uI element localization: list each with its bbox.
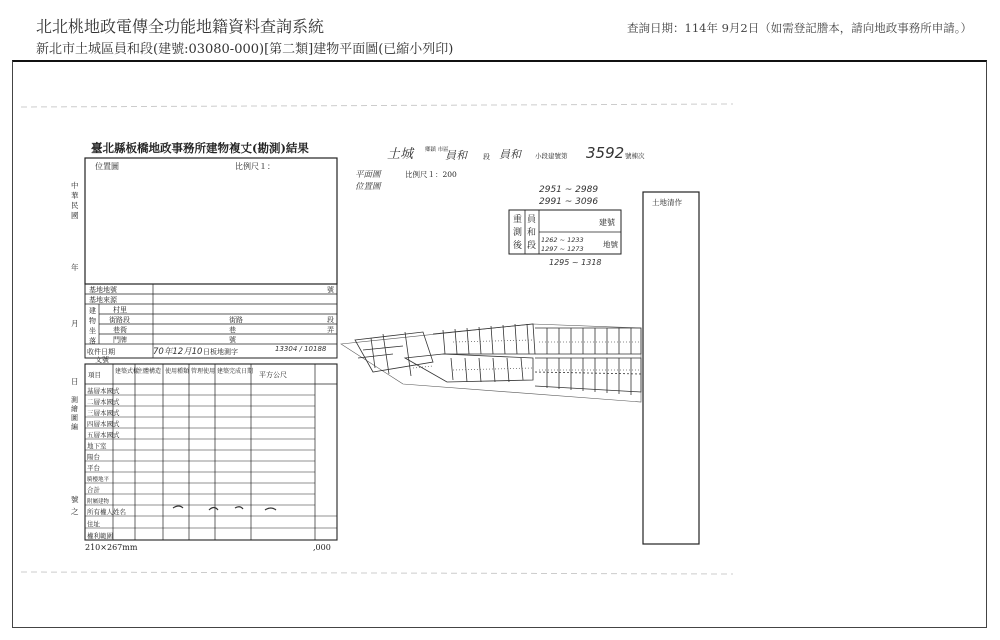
svg-text:五層本國式: 五層本國式 (87, 431, 120, 439)
svg-text:主體構造: 主體構造 (137, 368, 162, 375)
svg-text:員和: 員和 (499, 148, 521, 161)
svg-text:建築式樣: 建築式樣 (115, 368, 140, 375)
svg-text:民: 民 (71, 201, 79, 210)
svg-text:所有權人姓名: 所有權人姓名 (87, 508, 126, 516)
header-subtitle: 新北市土城區員和段(建號:03080-000)[第二類]建物平面圖(已縮小列印) (36, 42, 454, 57)
svg-text:號: 號 (71, 495, 79, 504)
svg-text:物: 物 (89, 317, 96, 325)
svg-text:號: 號 (229, 336, 236, 344)
svg-text:使用種類: 使用種類 (165, 368, 190, 375)
svg-text:13304 / 10188: 13304 / 10188 (275, 345, 327, 353)
svg-text:號: 號 (327, 286, 334, 294)
svg-text:和: 和 (527, 228, 537, 238)
svg-text:年: 年 (71, 263, 79, 272)
svg-text:段: 段 (483, 153, 490, 161)
drawing-title (387, 144, 645, 162)
svg-text:收件日期: 收件日期 (87, 348, 115, 356)
svg-text:編: 編 (71, 423, 78, 431)
svg-text:門牌: 門牌 (113, 336, 127, 344)
svg-text:基層本國式: 基層本國式 (87, 387, 120, 395)
svg-text:平台: 平台 (87, 464, 100, 472)
location-map-label: 位置圖 (95, 162, 119, 171)
svg-text:三層本國式: 三層本國式 (87, 409, 120, 417)
paper-size: 210×267mm (85, 543, 138, 552)
lot-map (341, 324, 641, 402)
form-scale-label: 比例尺１： (235, 162, 275, 171)
svg-text:土城: 土城 (387, 147, 414, 162)
svg-text:段: 段 (527, 241, 537, 251)
svg-text:落: 落 (89, 337, 96, 345)
svg-text:附屬建物: 附屬建物 (87, 499, 110, 505)
svg-text:1262 ~ 1233: 1262 ~ 1233 (541, 236, 584, 244)
area-table (85, 364, 337, 540)
side-year-text (71, 180, 79, 516)
form-title: 臺北縣板橋地政事務所建物複丈(勘測)結果 (91, 141, 309, 155)
document-frame (12, 60, 987, 628)
svg-text:日: 日 (71, 377, 79, 386)
svg-text:後: 後 (513, 241, 523, 251)
right-column-box (643, 192, 699, 544)
svg-text:地下室: 地下室 (87, 442, 107, 450)
land-range-below: 1295 ~ 1318 (549, 258, 602, 267)
svg-text:之: 之 (71, 507, 79, 516)
svg-text:測: 測 (513, 228, 523, 238)
plan-label: 平面圖 (355, 170, 381, 180)
scan-edge-top (21, 104, 733, 107)
svg-text:基地來源: 基地來源 (89, 296, 117, 304)
svg-text:員和: 員和 (445, 149, 467, 162)
svg-text:小段建號第: 小段建號第 (535, 152, 568, 160)
svg-text:弄: 弄 (327, 326, 334, 334)
svg-text:項目: 項目 (88, 371, 101, 379)
location-map-box (85, 158, 337, 284)
svg-text:月: 月 (71, 319, 79, 328)
svg-text:重: 重 (513, 215, 523, 225)
plan-scale: 比例尺１：200 (405, 170, 457, 179)
svg-text:國: 國 (71, 211, 79, 220)
scan-edge-bottom (21, 572, 733, 574)
svg-text:建號: 建號 (599, 218, 615, 227)
number-range-2: 2991 ~ 3096 (539, 197, 599, 207)
svg-text:測: 測 (71, 396, 78, 404)
svg-text:華: 華 (71, 191, 79, 200)
header-title: 北北桃地政電傳全功能地籍資料查詢系統 (36, 17, 325, 36)
svg-text:巷: 巷 (229, 326, 236, 334)
base-info-table (85, 284, 337, 364)
svg-text:員: 員 (527, 215, 537, 225)
svg-text:二層本國式: 二層本國式 (87, 398, 120, 406)
svg-text:圖: 圖 (71, 414, 78, 422)
svg-text:管理使用: 管理使用 (191, 368, 216, 375)
svg-text:陽台: 陽台 (87, 453, 100, 461)
svg-text:基地地號: 基地地號 (89, 286, 117, 294)
location-label: 位置圖 (355, 182, 381, 192)
svg-text:號棟次: 號棟次 (625, 152, 645, 160)
scale-bottom: ,000 (313, 543, 331, 552)
svg-text:建築完成日期: 建築完成日期 (217, 368, 254, 375)
svg-text:合計: 合計 (87, 486, 100, 494)
svg-text:巷衖: 巷衖 (113, 326, 127, 334)
svg-text:鄉鎮 市區: 鄉鎮 市區 (425, 147, 449, 153)
svg-text:日板地測字: 日板地測字 (203, 348, 238, 356)
svg-text:街路段: 街路段 (109, 316, 130, 324)
svg-text:文號: 文號 (95, 356, 109, 364)
svg-text:中: 中 (71, 181, 79, 190)
svg-text:段: 段 (327, 316, 334, 324)
svg-text:繪: 繪 (71, 405, 78, 413)
svg-text:街路: 街路 (229, 316, 243, 324)
svg-text:建: 建 (89, 307, 96, 315)
svg-text:3592: 3592 (586, 144, 625, 162)
svg-text:1297 ~ 1273: 1297 ~ 1273 (541, 245, 584, 253)
svg-text:四層本國式: 四層本國式 (87, 420, 120, 428)
svg-text:騎樓地平: 騎樓地平 (87, 477, 110, 483)
svg-text:地號: 地號 (603, 240, 618, 249)
svg-text:坐: 坐 (89, 327, 96, 335)
query-date: 查詢日期：114年 9月2日（如需登記謄本，請向地政事務所申請。） (627, 21, 972, 35)
svg-text:住址: 住址 (87, 520, 100, 528)
number-range-1: 2951 ~ 2989 (539, 185, 599, 195)
svg-text:權利範圍: 權利範圍 (87, 532, 113, 540)
svg-text:70年12月10: 70年12月10 (153, 347, 203, 357)
svg-text:平方公尺: 平方公尺 (259, 371, 287, 379)
resurvey-box (509, 210, 621, 254)
svg-text:村里: 村里 (113, 306, 127, 314)
right-box-label: 土地清作 (652, 198, 682, 207)
scanned-plan (13, 62, 986, 627)
